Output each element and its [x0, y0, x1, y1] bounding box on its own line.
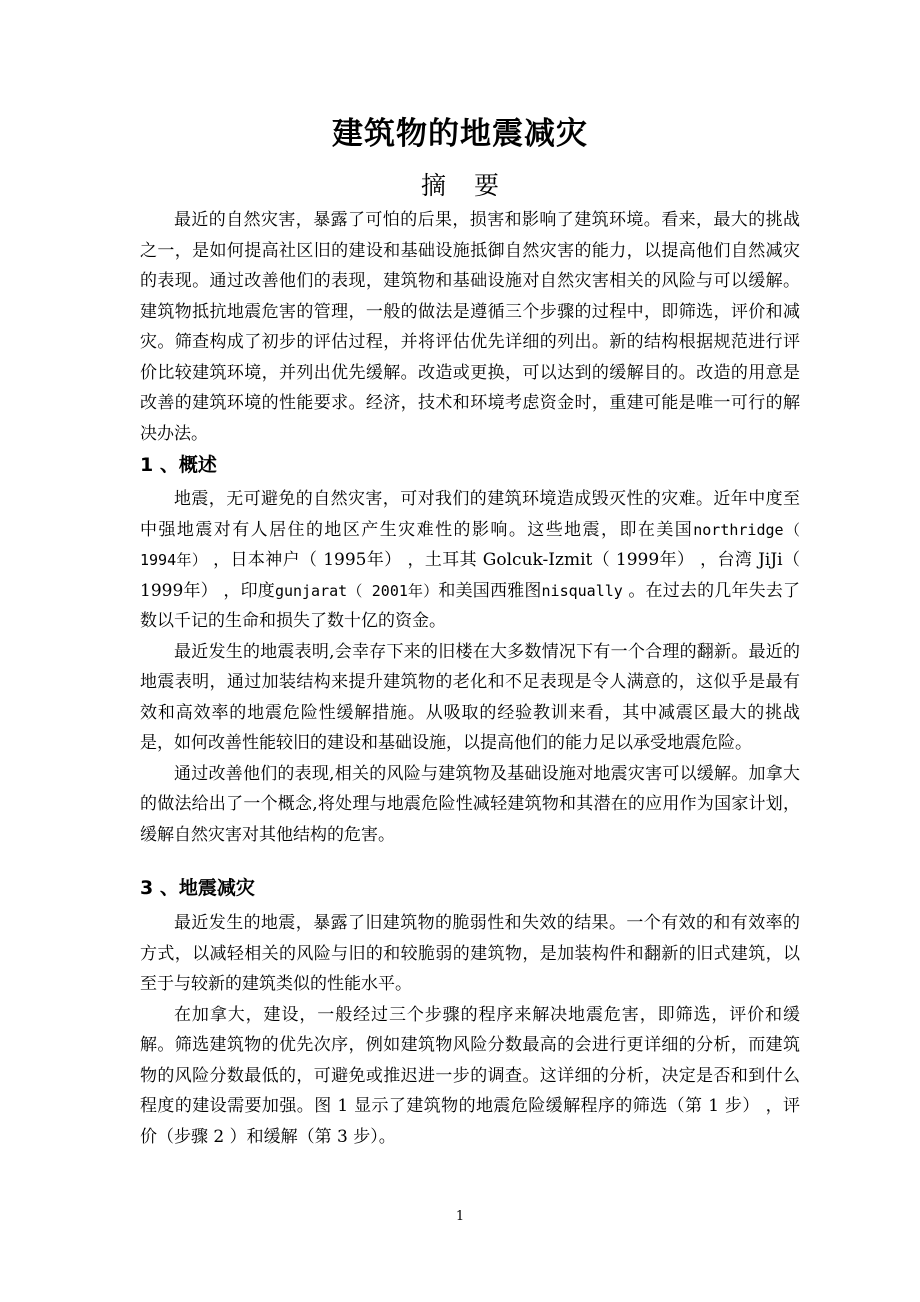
abstract-body — [140, 205, 800, 449]
document-title: 建筑物的地震减灾 — [332, 116, 588, 152]
mitigation-paragraph-1: 最近发生的地震，暴露了旧建筑物的脆弱性和失效的结果。一个有效的和有效率的方式，以减轻相关的风险与旧的和较脆弱的建筑物，是加装构件和翻新的旧式建筑，以至于与较新的建筑类似的性能水平。 — [140, 913, 800, 994]
overview-p1-gunjarat: gunjarat（ 2001年） — [274, 581, 439, 600]
overview-p1-text-d: 。在过去的几年失去了数以千记的生命和损失了数十亿的资金。 — [140, 580, 801, 631]
overview-p1-text-a: 地震，无可避免的自然灾害，可对我们的建筑环境造成毁灭性的灾难。近年中度至中强地震对有人居住的地区产生灾难性的影响。这些地震，即在美国 — [140, 489, 800, 540]
mitigation-paragraph-2: 在加拿大，建设，一般经过三个步骤的程序来解决地震危害，即筛选，评价和缓解。筛选建筑物的优先次序，例如建筑物风险分数最高的会进行更详细的分析，而建筑物的风险分数最低的，可避免或推迟进一步的调查。这详细的分析，决定是否和到什么程度的建设需要加强。图 1 显示了建筑物的地震危险缓解程序的筛选（第 1 步） ，评价（步骤 2 ）和缓解（第 3 步）。 — [140, 1004, 800, 1147]
section-overview-body — [140, 484, 800, 850]
overview-paragraph-1 — [140, 484, 800, 637]
section-mitigation-body — [140, 908, 800, 1152]
overview-p1-northridge: northridge（ 1994年） — [140, 520, 800, 569]
abstract-heading: 摘 要 — [421, 171, 509, 200]
section-heading-overview: 1 、概述 — [140, 454, 217, 476]
overview-p1-nisqually: nisqually — [541, 581, 623, 600]
overview-p1-text-c: 和美国西雅图 — [438, 580, 542, 601]
abstract-paragraph: 最近的自然灾害，暴露了可怕的后果，损害和影响了建筑环境。看来，最大的挑战之一，是如何提高社区旧的建设和基础设施抵御自然灾害的能力，以提高他们自然减灾的表现。通过改善他们的表现，建筑物和基础设施对自然灾害相关的风险与可以缓解。建筑物抵抗地震危害的管理，一般的做法是遵循三个步骤的过程中，即筛选，评价和减灾。筛查构成了初步的评估过程，并将评估优先详细的列出。新的结构根据规范进行评价比较建筑环境，并列出优先缓解。改造或更换，可以达到的缓解目的。改造的用意是改善的建筑环境的性能要求。经济，技术和环境考虑资金时，重建可能是唯一可行的解决办法。 — [140, 210, 800, 444]
overview-p1-text-b: ，日本神户（ 1995年） ，土耳其 Golcuk-Izmit（ 1999年） ，台湾 JiJi（ 1999年） ，印度 — [140, 550, 800, 601]
page-number: 1 — [455, 1209, 465, 1224]
overview-paragraph-3: 通过改善他们的表现,相关的风险与建筑物及基础设施对地震灾害可以缓解。加拿大的做法给出了一个概念,将处理与地震危险性减轻建筑物和其潜在的应用作为国家计划，缓解自然灾害对其他结构的危害。 — [140, 763, 800, 845]
overview-paragraph-2: 最近发生的地震表明,会幸存下来的旧楼在大多数情况下有一个合理的翻新。最近的地震表明，通过加装结构来提升建筑物的老化和不足表现是令人满意的，这似乎是最有效和高效率的地震危险性缓解措施。从吸取的经验教训来看，其中减震区最大的挑战是，如何改善性能较旧的建设和基础设施，以提高他们的能力足以承受地震危险。 — [140, 641, 800, 753]
section-heading-mitigation: 3 、地震减灾 — [140, 877, 255, 899]
